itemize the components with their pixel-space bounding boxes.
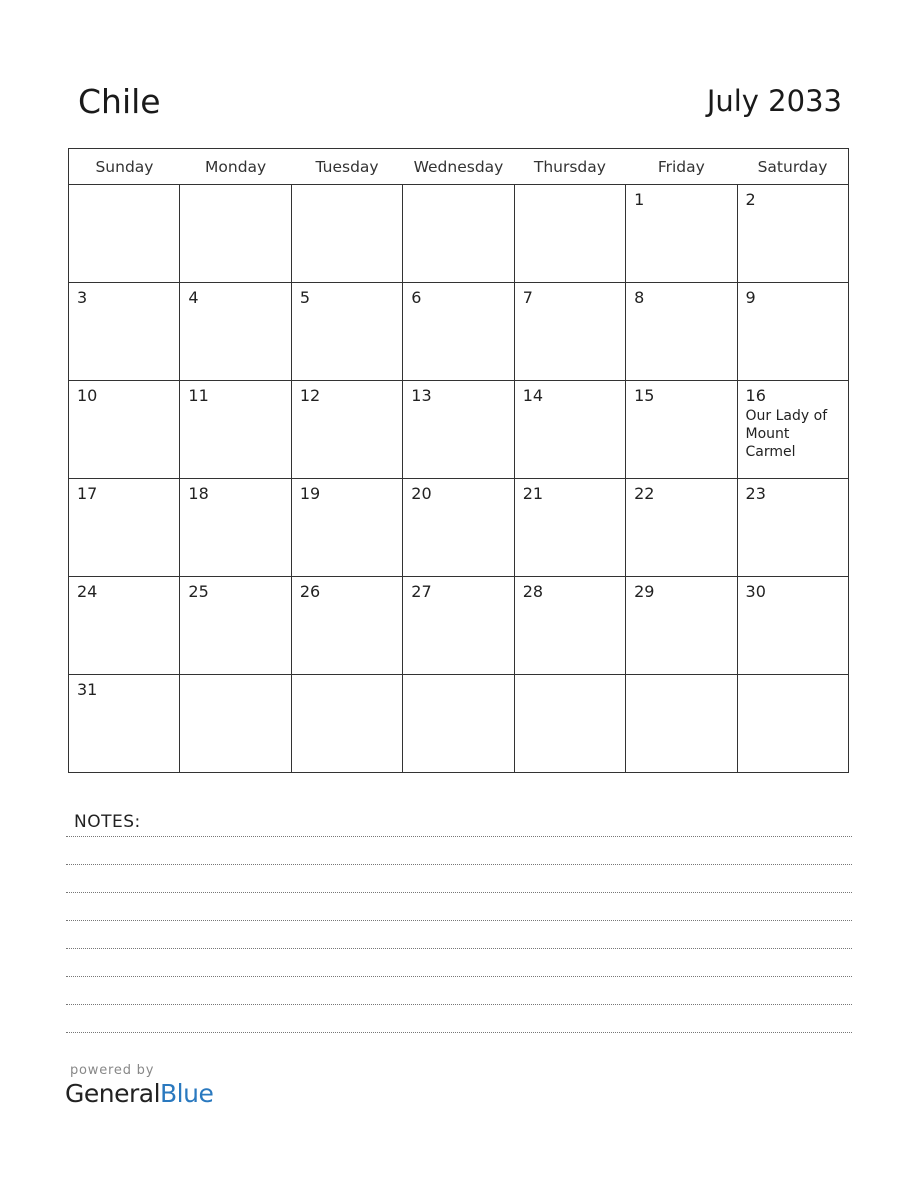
day-number: 1 [634, 190, 645, 209]
day-cell [180, 185, 291, 283]
day-number: 29 [634, 582, 655, 601]
day-cell [69, 479, 180, 577]
day-cell [737, 185, 848, 283]
calendar-grid [68, 148, 849, 773]
day-cell [514, 283, 625, 381]
day-number: 25 [188, 582, 209, 601]
day-cell [514, 479, 625, 577]
note-line [66, 1032, 852, 1033]
weekday-tuesday: Tuesday [291, 149, 402, 185]
day-cell [291, 577, 402, 675]
note-line [66, 920, 852, 921]
weekday-header-row [69, 149, 849, 185]
day-cell [737, 479, 848, 577]
day-cell [180, 479, 291, 577]
brand-logo [65, 1079, 213, 1108]
note-line [66, 976, 852, 977]
week-row [69, 381, 849, 479]
day-number: 7 [522, 288, 533, 307]
brand-general: General [65, 1079, 161, 1108]
day-number: 6 [411, 288, 422, 307]
note-line [66, 948, 852, 949]
day-number: 24 [77, 582, 98, 601]
powered-by-text: powered by [70, 1063, 155, 1078]
day-cell [514, 185, 625, 283]
day-cell [403, 381, 514, 479]
day-number: 28 [522, 582, 544, 601]
day-cell [403, 675, 514, 773]
day-cell [180, 675, 291, 773]
day-number: 16 [745, 386, 766, 405]
day-number: 18 [188, 484, 209, 503]
month-title: July 2033 [706, 84, 842, 118]
note-line [66, 836, 852, 837]
week-row [69, 283, 849, 381]
day-number: 22 [634, 484, 655, 503]
day-cell [403, 577, 514, 675]
day-number: 20 [411, 484, 432, 503]
day-cell [291, 479, 402, 577]
note-line [66, 1004, 852, 1005]
calendar-body [69, 185, 849, 773]
day-cell [626, 185, 737, 283]
note-line [66, 892, 852, 893]
day-number: 31 [77, 680, 98, 699]
day-number: 15 [634, 386, 655, 405]
day-cell [626, 675, 737, 773]
country-title: Chile [78, 82, 161, 121]
day-number: 23 [745, 484, 766, 503]
day-number: 11 [188, 386, 209, 405]
holiday-label: Our Lady of Mount Carmel [745, 408, 828, 460]
day-number: 10 [77, 386, 98, 405]
day-number: 14 [522, 386, 544, 405]
day-cell [737, 577, 848, 675]
day-cell [291, 675, 402, 773]
notes-label: NOTES: [74, 812, 141, 832]
day-cell [180, 381, 291, 479]
day-cell [514, 381, 625, 479]
day-cell [69, 381, 180, 479]
weekday-saturday: Saturday [737, 149, 848, 185]
week-row [69, 577, 849, 675]
day-number: 27 [411, 582, 432, 601]
day-number: 4 [188, 288, 199, 307]
day-cell [180, 283, 291, 381]
note-line [66, 864, 852, 865]
day-cell [514, 577, 625, 675]
weekday-friday: Friday [626, 149, 737, 185]
day-cell [737, 381, 848, 479]
week-row [69, 479, 849, 577]
day-cell [291, 283, 402, 381]
day-cell [626, 283, 737, 381]
day-number: 17 [77, 484, 98, 503]
week-row [69, 185, 849, 283]
day-cell [69, 185, 180, 283]
week-row [69, 675, 849, 773]
weekday-wednesday: Wednesday [403, 149, 514, 185]
day-number: 30 [745, 582, 766, 601]
day-cell [69, 283, 180, 381]
day-number: 3 [77, 288, 88, 307]
day-number: 5 [299, 288, 311, 307]
day-number: 9 [745, 288, 756, 307]
day-number: 12 [299, 386, 321, 405]
weekday-thursday: Thursday [514, 149, 625, 185]
day-cell [69, 675, 180, 773]
day-cell [626, 381, 737, 479]
day-cell [626, 577, 737, 675]
day-number: 13 [411, 386, 432, 405]
day-cell [403, 479, 514, 577]
day-cell [180, 577, 291, 675]
day-number: 21 [522, 484, 544, 503]
day-cell [737, 675, 848, 773]
day-number: 2 [745, 190, 756, 209]
day-cell [514, 675, 625, 773]
brand-blue: Blue [160, 1079, 214, 1108]
day-cell [69, 577, 180, 675]
day-cell [737, 283, 848, 381]
weekday-monday: Monday [180, 149, 291, 185]
day-number: 19 [299, 484, 321, 503]
day-cell [291, 381, 402, 479]
day-number: 8 [634, 288, 645, 307]
day-cell [403, 283, 514, 381]
day-number: 26 [299, 582, 321, 601]
day-cell [403, 185, 514, 283]
weekday-sunday: Sunday [69, 149, 180, 185]
day-cell [626, 479, 737, 577]
day-cell [291, 185, 402, 283]
